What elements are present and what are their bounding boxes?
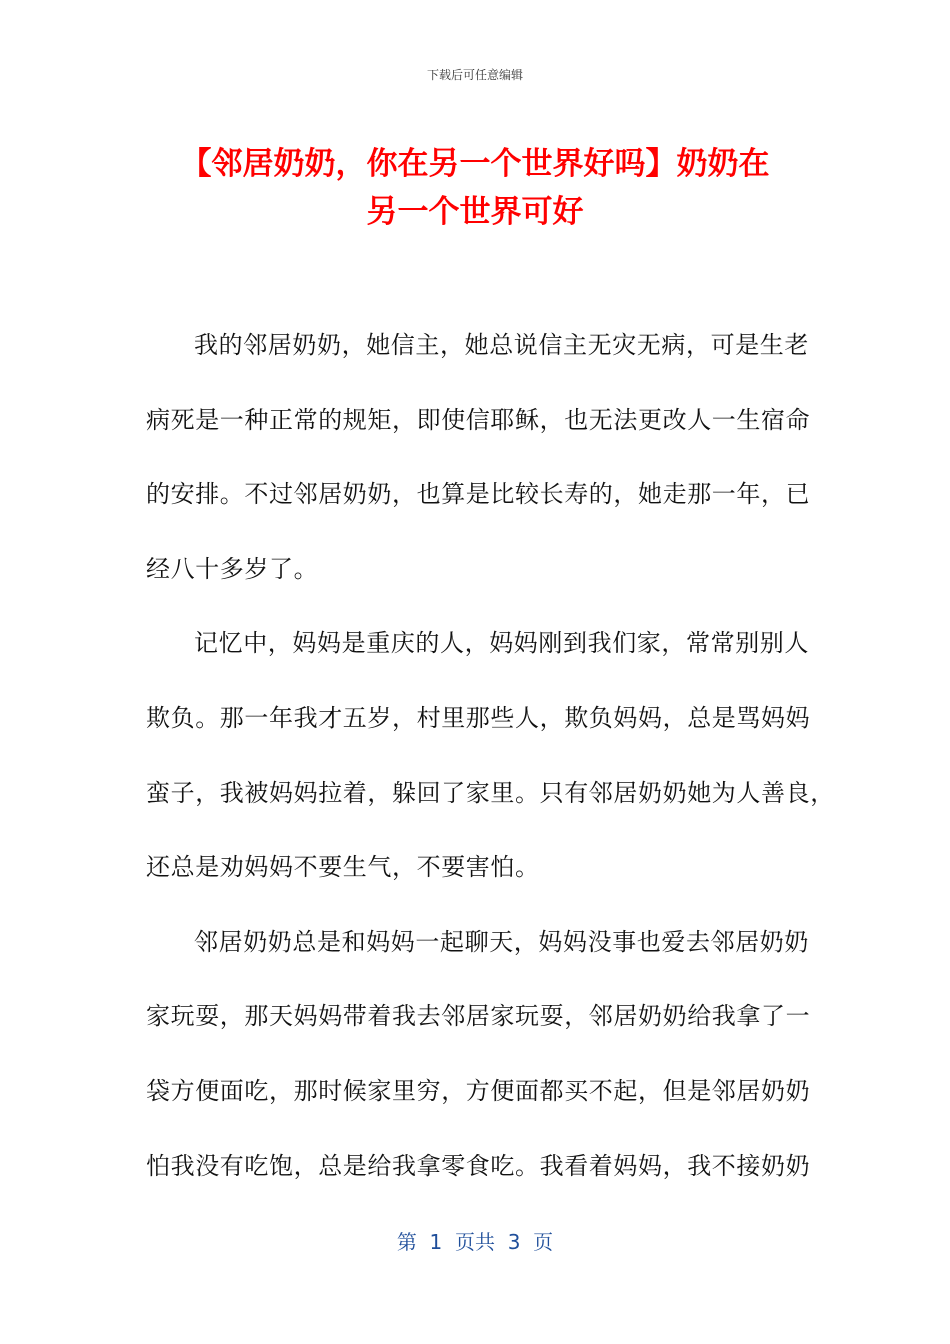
paragraph-3-line-2: 家玩耍，那天妈妈带着我去邻居家玩耍，邻居奶奶给我拿了一 bbox=[146, 1002, 811, 1031]
document-body bbox=[146, 320, 835, 1215]
title-line-2: 另一个世界可好 bbox=[366, 194, 584, 230]
document-title bbox=[120, 140, 830, 236]
paragraph-2-line-1: 记忆中，妈妈是重庆的人，妈妈刚到我们家，常常别别人 bbox=[194, 629, 809, 658]
paragraph-3-line-3: 袋方便面吃，那时候家里穷，方便面都买不起，但是邻居奶奶 bbox=[146, 1076, 811, 1105]
page-number-footer: 第 1 页共 3 页 bbox=[396, 1230, 554, 1254]
title-line-1: 【邻居奶奶，你在另一个世界好吗】奶奶在 bbox=[180, 146, 770, 182]
paragraph-3-line-4: 怕我没有吃饱，总是给我拿零食吃。我看着妈妈，我不接奶奶 bbox=[146, 1151, 811, 1180]
paragraph-1-line-4: 经八十多岁了。 bbox=[146, 554, 319, 583]
paragraph-2-line-3: 蛮子，我被妈妈拉着，躲回了家里。只有邻居奶奶她为人善良， bbox=[146, 778, 835, 807]
header-note: 下载后可任意编辑 bbox=[426, 68, 523, 82]
paragraph-1-line-1: 我的邻居奶奶，她信主，她总说信主无灾无病，可是生老 bbox=[194, 331, 809, 359]
paragraph-3-line-1: 邻居奶奶总是和妈妈一起聊天，妈妈没事也爱去邻居奶奶 bbox=[194, 927, 809, 956]
paragraph-1-line-3: 的安排。不过邻居奶奶，也算是比较长寿的，她走那一年，已 bbox=[146, 480, 811, 509]
paragraph-1-line-2: 病死是一种正常的规矩，即使信耶稣，也无法更改人一生宿命 bbox=[146, 405, 811, 434]
paragraph-2-line-2: 欺负。那一年我才五岁，村里那些人，欺负妈妈，总是骂妈妈 bbox=[146, 703, 811, 732]
paragraph-2-line-4: 还总是劝妈妈不要生气，不要害怕。 bbox=[146, 853, 540, 882]
